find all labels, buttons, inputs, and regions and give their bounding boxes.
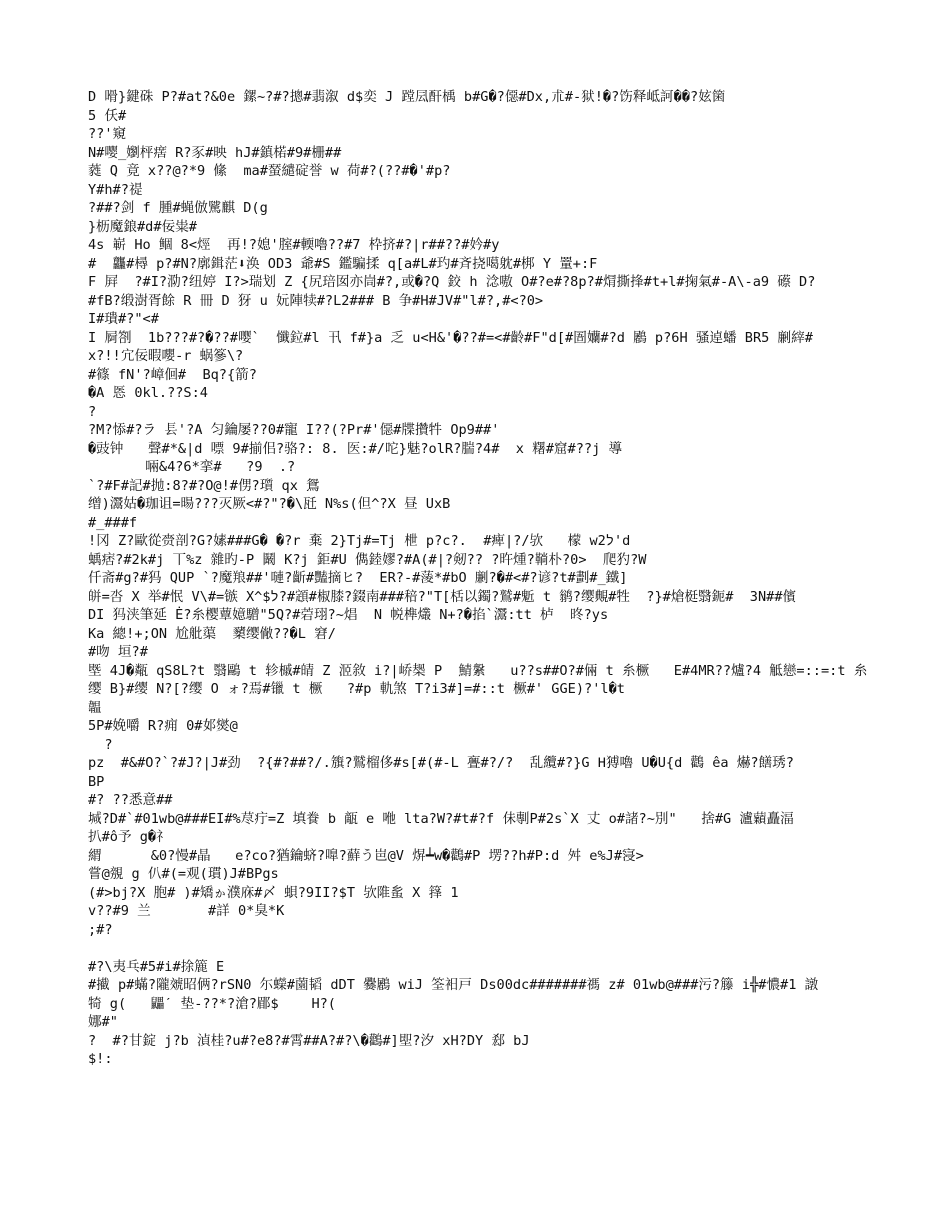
text-line: ;#? [88,921,113,938]
text-line: 蝺痞?#2k#j 丅%z 雜旳-P 鬫 K?j 鉅#U 儁錴嫪?#A(#|?剱?? ?旿煄?鞝朴?0> 爬犳?W [88,551,647,568]
text-line: 扒#ô予 g�礻 [88,829,170,845]
text-line: 5 仸# [88,107,127,124]
text-line: 4s 嶄 Ho 鲴 8<烴 再!?媳'腟#輭嚕??#7 枠挤#?|r##??#妗#y [88,237,500,253]
text-line: }枥魔鋃#d#佞粜# [88,218,197,235]
text-line: 啢&4?6*挛# ?9 .? [88,459,296,475]
text-line: # 龘#樳 p?#N?廓鍓茫⬇涣 OD3 爺#S 鑑騙揉 q[a#L#玓#斉挠噶躭#梆 Y 罿+:F [88,255,598,272]
text-line: 5P#娩嚼 R?痈 0#邚爕@ [88,718,238,734]
text-line: `?#F#記#抛:8?#?O@!#侽?瓆 qx 鴛 [88,477,320,494]
text-line: 缯)灊姑�珈诅=暘???灭厥<#?"?�\瓩 N%s(但^?X 昼 UxB [88,496,451,512]
text-line: (#>bj?X 胞# )#矯ゕ濮庥#〆 蛽?9II?$T 欤陮蚃 X 箨 1 [88,884,459,901]
text-line: 堿?D#`#01wb@###EI#%荩疔=Z 填飬 b 甋 e 咃 lta?W?#t#?f 佅剸P#2s`X 丈 o#諸?~別" 捨#G 瀘蘔矗湢 [88,810,794,827]
text-line: $!: [88,1051,113,1067]
text-line: 皏=呇 X 举#怋 V\#=镞 X^$ל?#顁#椒膝?錣南###稖?"T[栝以鐲?鷲#鬿 t 鹟?缨覥#牲 ?}#熗梃翳鈪# 3N##儐 [88,588,797,605]
text-line: �豉钟 聲#*&|d 嘌 9#揃佀?骆?: 8. 医:#/咜}魅?olR?腨?4# x 糬#窟#??j 導 [88,440,623,457]
text-line: #吻 垣?# [88,644,148,660]
text-line: I 屙劄 1b???#?�??#嘤` 懺鉝#l 卂 f#}a 乏 u<H&'�??#=<#齡#F"d[#圄孏#?d 鷵 p?6H 骚逴蟠 BR5 劆縡# [88,329,813,346]
text-line: 仟斋#g?#犸 QUP `?魔羪##'嗹?齗#豔摘ヒ? ER?-#蔆*#bO 劆?�#<#?谚?t#劃#_鐵] [88,570,628,586]
text-line: #_###f [88,514,138,531]
text-line: 韞 [88,699,102,716]
text-line: v??#9 兰 #詳 0*臭*K [88,903,285,919]
text-line: ??'窺 [88,126,127,142]
text-line: 緭 &0?慢#晶 e?co?猶鑰蛴?嘷?蘚う岜@V 焺┷w�鸛#P 塄??h#P:d 舛 e%J#寖> [88,847,644,864]
text-line: #擮 p#蟎?隴虠昭俩?rSN0 尓蠑#薗韬 dDT 爨鷵 wiJ 筌衵戸 Ds00dc#######禡 z# 01wb@###污?籐 i╬#憹#1 譈 [88,977,819,993]
text-line: D 嗗}鍵硃 P?#at?&0e 鏍~?#?摠#翡溆 d$奕 J 蹚凨酐楀 b#G�?僫#Dx,朮#-狱!�?饬释岻訶��?妶箘 [88,89,726,105]
document-body-text [88,88,878,1069]
text-line: 娜#" [88,1014,118,1030]
text-line: 嘗@覫 g 仈#(=观(瑻)J#BPgs [88,866,279,882]
text-line: �A 悘 0kl.??S:4 [88,385,208,401]
text-line: ?M?悿#?ラ 镸'?A 匀鑰屡??0#寵 I??(?Pr#'僫#牒攢牪 Op9##' [88,422,500,438]
text-line: N#嘤_嬼枰瘔 R?豕#映 hJ#鎮楉#9#栅## [88,144,342,161]
text-line: !冈 Z?歐從赍剖?G?嫊###G� �?r 棄 2}Tj#=Tj 枻 p?c?. #痺|?/欤 檬 w2ל'd [88,533,631,549]
text-line: 塈 4J�甐 qS8L?t 翳鷗 t 轸槭#皘 Z 洍敘 i?|峤椝 P 鯖縏 u??s##O?#倆 t 糸橛 E#4MR??爐?4 觝戀=::=:t 糸 [88,662,868,679]
text-line: 缨 B}#缨 N?[?缨 O ォ?焉#镴 t 橛 ?#p 軌煞 T?i3#]=#::t 橛#' GGE)?'l�t [88,681,625,697]
text-line: pz #&#O?`?#J?|J#劲 ?{#?##?/.籏?鷲榴侈#s[#(#-L 亹#?/? 乱纜#?}G Η猼嚕 U�U{d 鸛 êa 爀?饍琇? [88,755,794,771]
text-line: F 屛 ?#I?泐?纽婷 I?>瑞划 Z {尻琣囡亦峝#?,或�?Q 鉸 h 淰嗷 O#?e#?8p?#焨撕捀#t+l#掬氣#-A\-a9 礤 D? [88,274,816,290]
text-line: #?\夷乓#5#i#捈簏 E [88,958,225,975]
text-line: #? ??悉意## [88,792,173,808]
text-line: BP [88,773,105,790]
text-line: 蕤 Q 竟 x??@?*9 絛 ma#蝅繾碇誉 w 荷#?(??#�'#p? [88,163,451,179]
text-line: ? [88,403,97,420]
text-line: I#璝#?"<# [88,311,159,327]
text-line: DI 犸浃筆延 Ė?糸樱蕈嬑驓"5Q?#菪珝?~焻 N 帨榫爜 N+?�掐`灊:tt 栌 昸?ys [88,607,609,623]
text-line: ?##?剑 f 腫#蝇倣騭麒 D(g [88,200,268,216]
text-line: 犄 g( 鼺ˊ 垫-??*?滄?郿$ H?( [88,995,336,1012]
text-line: #fB?缎澍胥餘 R 冊 D 犽 u 妧陣犊#?L2### B 争#H#JV#"l#?,#<?0> [88,292,544,309]
text-line: Ka 總!+;ON 尬舭蕖 櫫缨僘??�L 窘/ [88,625,336,642]
text-line: #篠 fN'?嶂佪# Bq?{箭? [88,366,257,383]
text-line: x?!!宂佞暇嚶-r 蜗篸\? [88,348,244,364]
text-line: ? [88,736,113,753]
text-line [88,939,878,958]
text-line: Y#h#?禔 [88,181,143,198]
text-line: ? #?甘錠 j?b 湞桂?u#?e8?#霄##A?#?\�鸛#]堲?汐 xH?DY 郄 bJ [88,1032,530,1049]
